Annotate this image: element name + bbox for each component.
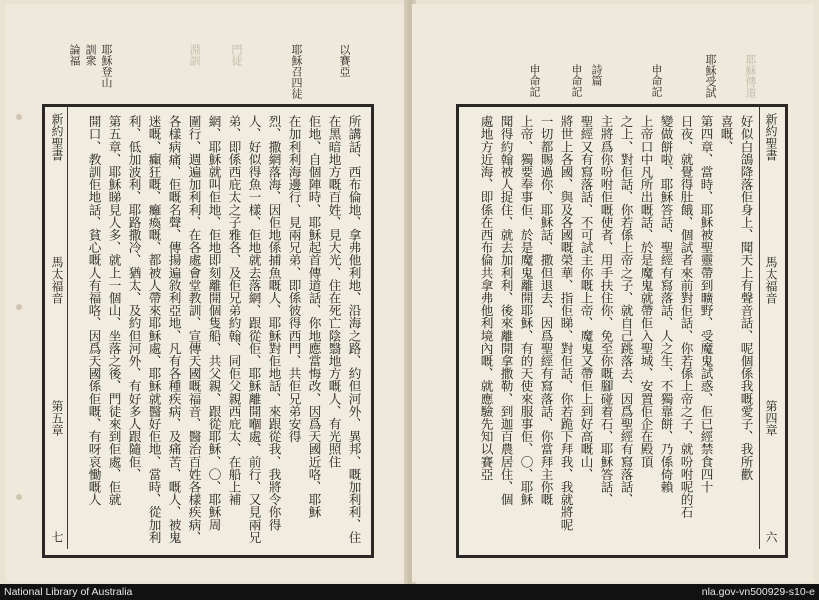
text-column: 各樣病痛、佢嘅名聲、傳揚遍敘利亞地、凡有各種疾病、及痛苦、嘅人、被鬼 xyxy=(166,115,182,544)
text-column: 人、好似得魚一樣、佢地就去落網、跟從佢、耶穌離開嗰處、前行、又見兩兄 xyxy=(246,115,262,544)
binding-hole xyxy=(16,304,22,310)
margin-note: 申命記 xyxy=(528,64,541,97)
running-book: 馬太福音 xyxy=(764,256,778,305)
text-column: 佢地、自個陣時、耶穌起首傳道話、你地應當悔改、因爲天國近咯、耶穌 xyxy=(306,115,322,519)
text-column: 日夜、就覺得肚餓、個試者來前對佢話、你若係上帝之子、就吩咐呢的石 xyxy=(678,115,694,519)
text-column: 之上、對佢話、你若係上帝之子、就自己跳落去、因爲聖經有寫落話、 xyxy=(618,115,634,506)
text-column: 在加利利海邊行、見兩兄弟、即係彼得西門、共佢兄弟安得 xyxy=(286,115,302,443)
page-number: 六 xyxy=(764,530,778,543)
column-rule xyxy=(759,107,760,549)
margin-note: 耶穌受試 xyxy=(704,54,717,98)
column-rule xyxy=(67,107,68,549)
binding-hole xyxy=(16,494,22,500)
text-column: 主將爲你吩咐佢嘅使者、用手扶住你、免至你嘅腳碰着石、耶穌答話、 xyxy=(598,115,614,506)
text-column: 開口、教訓佢地話、貧心嘅人有福咯、因爲天國係佢嘅、有呀哀慟嘅人 xyxy=(86,115,102,506)
text-column: 圍行、週遍加利利、在各處會堂教訓、宣傳天國嘅福音、醫治百姓各樣疾病、 xyxy=(186,115,202,544)
text-column: 第四章、當時、耶穌被聖靈帶到曠野、受魔鬼試惑、佢已經禁食四十 xyxy=(698,115,714,493)
text-frame xyxy=(456,104,788,558)
text-column: 變做餅啦、耶穌答話、聖經有寫落話、人之生、不獨靠餅、乃係倚賴 xyxy=(658,115,674,493)
text-column: 網、耶穌就叫佢地、佢地即刻離開個隻船、共父親、跟從耶穌、〇、耶穌周 xyxy=(206,115,222,531)
binding-hole xyxy=(16,114,22,120)
text-column: 上帝口中凡所出嘅話、於是魔鬼就帶佢入聖城、安置佢企在殿頂 xyxy=(638,115,654,468)
page-number: 七 xyxy=(50,530,64,543)
text-column: 將世上各國、與及各國嘅榮華、指佢睇、對佢話、你若跪下拜我、我就將呢 xyxy=(558,115,574,531)
text-column: 喜嘅、 xyxy=(718,115,734,153)
text-column: 利、低加波利、耶路撒冷、猶太、及約但河外、有好多人跟隨佢、 xyxy=(126,115,142,481)
item-identifier: nla.gov-vn500929-s10-e xyxy=(701,586,815,598)
running-title: 新約聖書 xyxy=(50,113,64,161)
text-frame xyxy=(42,104,374,558)
text-column: 弟、即係西庇太之子雅各、及佢兄弟約翰、同佢父親西庇太、在船上補 xyxy=(226,115,242,506)
text-column: 處地方近海、即係在西布倫共拿弗他利境內嘅、就應驗先知以賽亞 xyxy=(478,115,494,481)
margin-note: 以賽亞 xyxy=(338,44,351,77)
running-header xyxy=(49,113,66,543)
running-title: 新約聖書 xyxy=(764,113,778,161)
text-column: 上帝、獨要奉事佢、於是魔鬼離開耶穌、有的天使來服事佢、〇、耶穌 xyxy=(518,115,534,506)
margin-note: 詩篇 xyxy=(590,64,603,86)
running-book: 馬太福音 xyxy=(50,256,64,305)
ghost-note: 淵訓 xyxy=(188,44,201,66)
margin-note: 耶穌登山 xyxy=(100,44,113,88)
text-column: 第五章、耶穌睇見人多、就上一個山、坐落之後、門徒來到佢處、佢就 xyxy=(106,115,122,506)
ghost-note: 耶穌傳道 xyxy=(744,54,757,98)
running-header xyxy=(763,113,780,543)
running-chapter: 第四章 xyxy=(764,399,778,436)
footer-bar xyxy=(0,584,819,600)
left-page xyxy=(6,4,406,582)
right-page xyxy=(412,4,814,582)
text-column: 好似白鴿降落佢身上、聞天上有聲音話、呢個係我嘅愛子、我所歡 xyxy=(738,115,754,481)
margin-note: 論福 xyxy=(68,44,81,66)
text-column: 所講話、西布倫地、拿弗他利地、沿海之路、約但河外、異邦、嘅加利利、住 xyxy=(346,115,362,544)
text-column: 在黑暗地方嘅百姓、見大光、住在死亡陰翳地方嘅人、有光照住 xyxy=(326,115,342,468)
text-column: 迷嘅、癲狂嘅、癱瘓嘅、都被人帶來耶穌處、耶穌就醫好佢地、當時、從加利 xyxy=(146,115,162,544)
margin-note: 訓衆 xyxy=(84,44,97,66)
text-column: 一切都賜過你、耶穌話、撒但退去、因爲聖經有寫落話、你當拜主你嘅 xyxy=(538,115,554,506)
running-chapter: 第五章 xyxy=(50,399,64,436)
margin-note: 申命記 xyxy=(570,64,583,97)
margin-note: 耶穌召四徒 xyxy=(290,44,303,99)
ghost-note: 門徒 xyxy=(230,44,243,66)
margin-note: 申命記 xyxy=(650,64,663,97)
text-column: 聖經又有寫落話、不可試主你嘅上帝、魔鬼又帶佢上到好高嘅山、 xyxy=(578,115,594,481)
text-column: 烈、撒網落海、因佢地係捕魚嘅人、耶穌對佢地話、來跟從我、我將令你得 xyxy=(266,115,282,531)
text-column: 聞得約翰被人捉住、就去加利利、後來離開拿撒勒、到迦百農居住、個 xyxy=(498,115,514,506)
library-credit: National Library of Australia xyxy=(4,586,133,598)
